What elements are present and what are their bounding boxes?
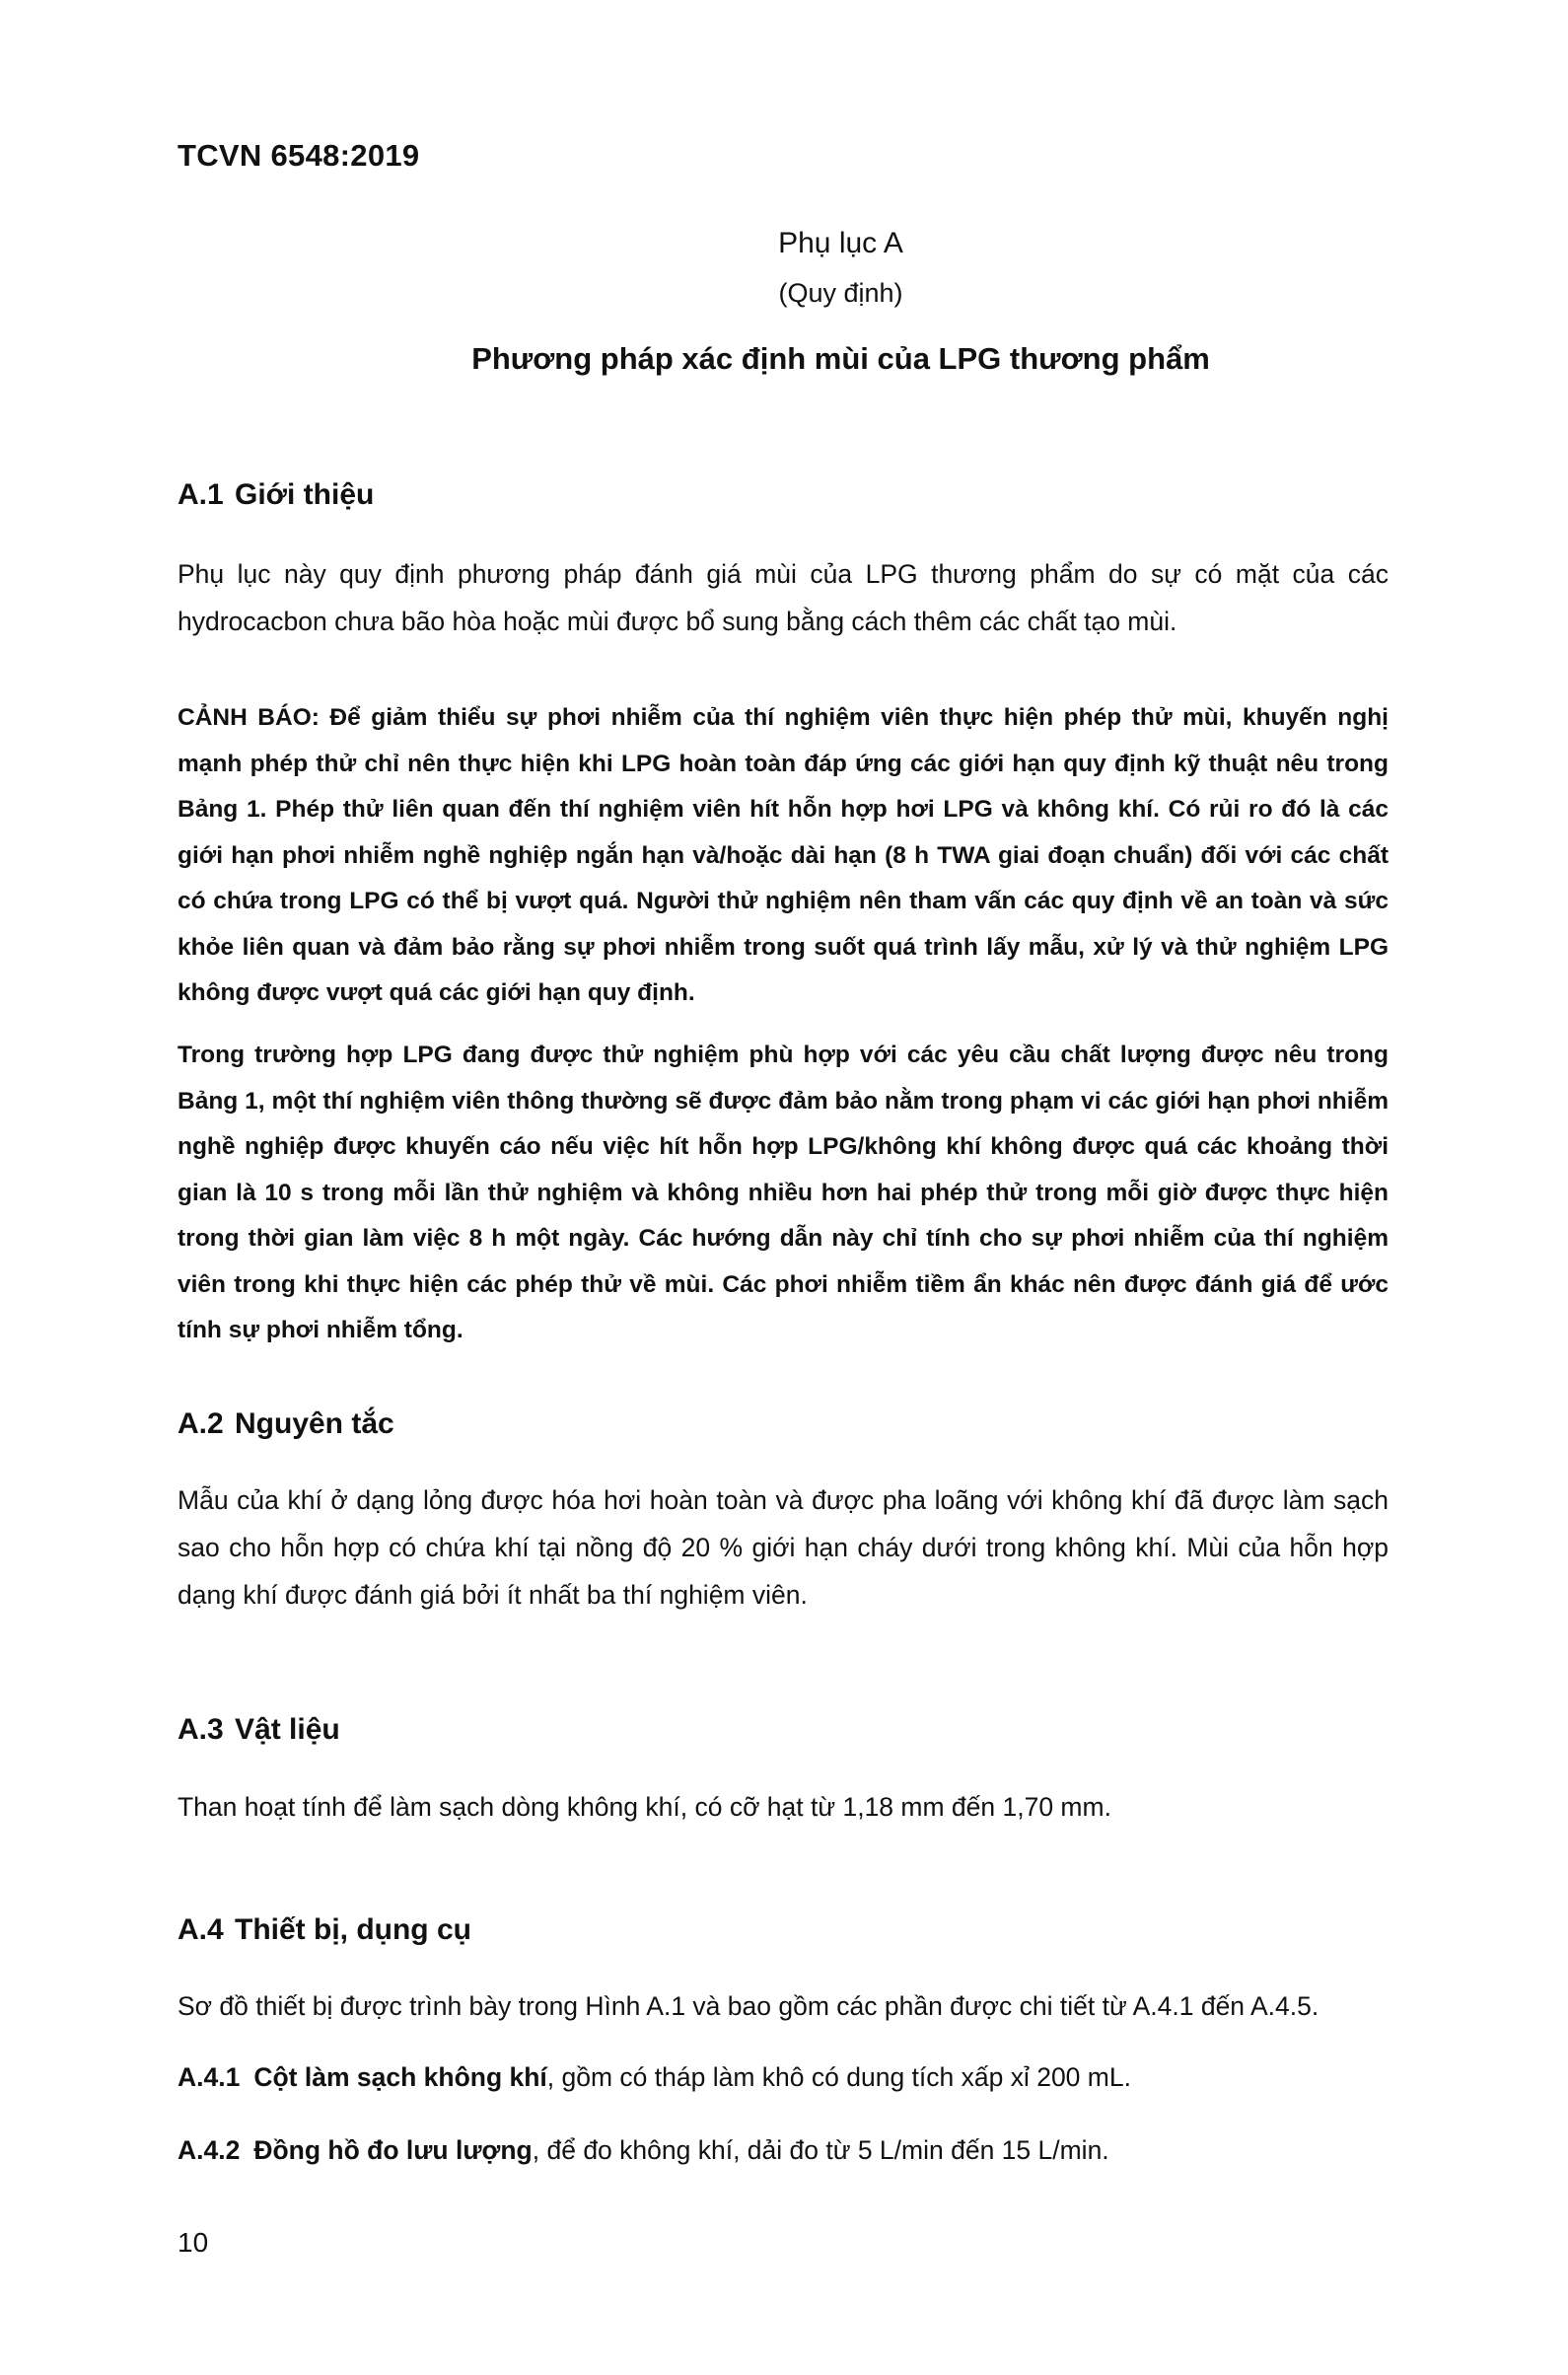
subitem-term: Đồng hồ đo lưu lượng [253, 2135, 533, 2165]
annex-heading: Phương pháp xác định mùi của LPG thương phẩm [471, 341, 1210, 376]
subitem-a4-1 [178, 2053, 1389, 2101]
section-heading-a1 [178, 478, 374, 512]
section-heading-a3 [178, 1713, 340, 1747]
section-title: Vật liệu [235, 1713, 340, 1746]
subitem-number: A.4.1 [178, 2062, 241, 2092]
subitem-number: A.4.2 [178, 2135, 241, 2165]
intro-paragraph: Phụ lục này quy định phương pháp đánh giá mùi của LPG thương phẩm do sự có mặt của các hydrocacbon chưa bão hòa hoặc mùi được bổ sung bằng cách thêm các chất tạo mùi. [178, 559, 1389, 636]
section-heading-a4 [178, 1913, 471, 1947]
subitem-text: , gồm có tháp làm khô có dung tích xấp xỉ 200 mL. [546, 2062, 1131, 2092]
section-title: Thiết bị, dụng cụ [235, 1913, 471, 1946]
section-title: Nguyên tắc [235, 1407, 394, 1440]
section-number: A.2 [178, 1407, 224, 1440]
section-number: A.4 [178, 1913, 224, 1946]
subitem-text: , để đo không khí, dải đo từ 5 L/min đến 15 L/min. [532, 2135, 1109, 2165]
annex-title: Phụ lục A [778, 227, 903, 259]
section-number: A.1 [178, 478, 224, 511]
principle-paragraph: Mẫu của khí ở dạng lỏng được hóa hơi hoàn toàn và được pha loãng với không khí đã được làm sạch sao cho hỗn hợp có chứa khí tại nồng độ 20 % giới hạn cháy dưới trong không khí. Mùi của hỗn hợp dạng khí được đánh giá bởi ít nhất ba thí nghiệm viên. [178, 1485, 1389, 1610]
section-title: Giới thiệu [235, 478, 375, 511]
subitem-a4-2 [178, 2126, 1389, 2174]
annex-type: (Quy định) [778, 278, 903, 308]
exposure-paragraph: Trong trường hợp LPG đang được thử nghiệm phù hợp với các yêu cầu chất lượng được nêu trong Bảng 1, một thí nghiệm viên thông thường sẽ được đảm bảo nằm trong phạm vi các giới hạn phơi nhiễm nghề nghiệp được khuyến cáo nếu việc hít hỗn hợp LPG/không khí không được quá các khoảng thời gian là 10 s trong mỗi lần thử nghiệm và không nhiều hơn hai phép thử trong mỗi giờ được thực hiện trong thời gian làm việc 8 h một ngày. Các hướng dẫn này chỉ tính cho sự phơi nhiễm của thí nghiệm viên trong khi thực hiện các phép thử về mùi. Các phơi nhiễm tiềm ẩn khác nên được đánh giá để ước tính sự phơi nhiễm tổng. [178, 1042, 1389, 1343]
page-number: 10 [178, 2227, 209, 2258]
section-number: A.3 [178, 1713, 224, 1746]
section-heading-a2 [178, 1407, 394, 1441]
standard-code: TCVN 6548:2019 [178, 138, 420, 173]
apparatus-paragraph: Sơ đồ thiết bị được trình bày trong Hình A.1 và bao gồm các phần được chi tiết từ A.4.1 đến A.4.5. [178, 1991, 1319, 2021]
materials-paragraph: Than hoạt tính để làm sạch dòng không khí, có cỡ hạt từ 1,18 mm đến 1,70 mm. [178, 1792, 1111, 1822]
warning-paragraph: CẢNH BÁO: Để giảm thiểu sự phơi nhiễm của thí nghiệm viên thực hiện phép thử mùi, khuyến nghị mạnh phép thử chỉ nên thực hiện khi LPG hoàn toàn đáp ứng các giới hạn quy định kỹ thuật nêu trong Bảng 1. Phép thử liên quan đến thí nghiệm viên hít hỗn hợp hơi LPG và không khí. Có rủi ro đó là các giới hạn phơi nhiễm nghề nghiệp ngắn hạn và/hoặc dài hạn (8 h TWA giai đoạn chuẩn) đối với các chất có chứa trong LPG có thể bị vượt quá. Người thử nghiệm nên tham vấn các quy định về an toàn và sức khỏe liên quan và đảm bảo rằng sự phơi nhiễm trong suốt quá trình lấy mẫu, xử lý và thử nghiệm LPG không được vượt quá các giới hạn quy định. [178, 704, 1389, 1006]
subitem-term: Cột làm sạch không khí [253, 2062, 547, 2092]
